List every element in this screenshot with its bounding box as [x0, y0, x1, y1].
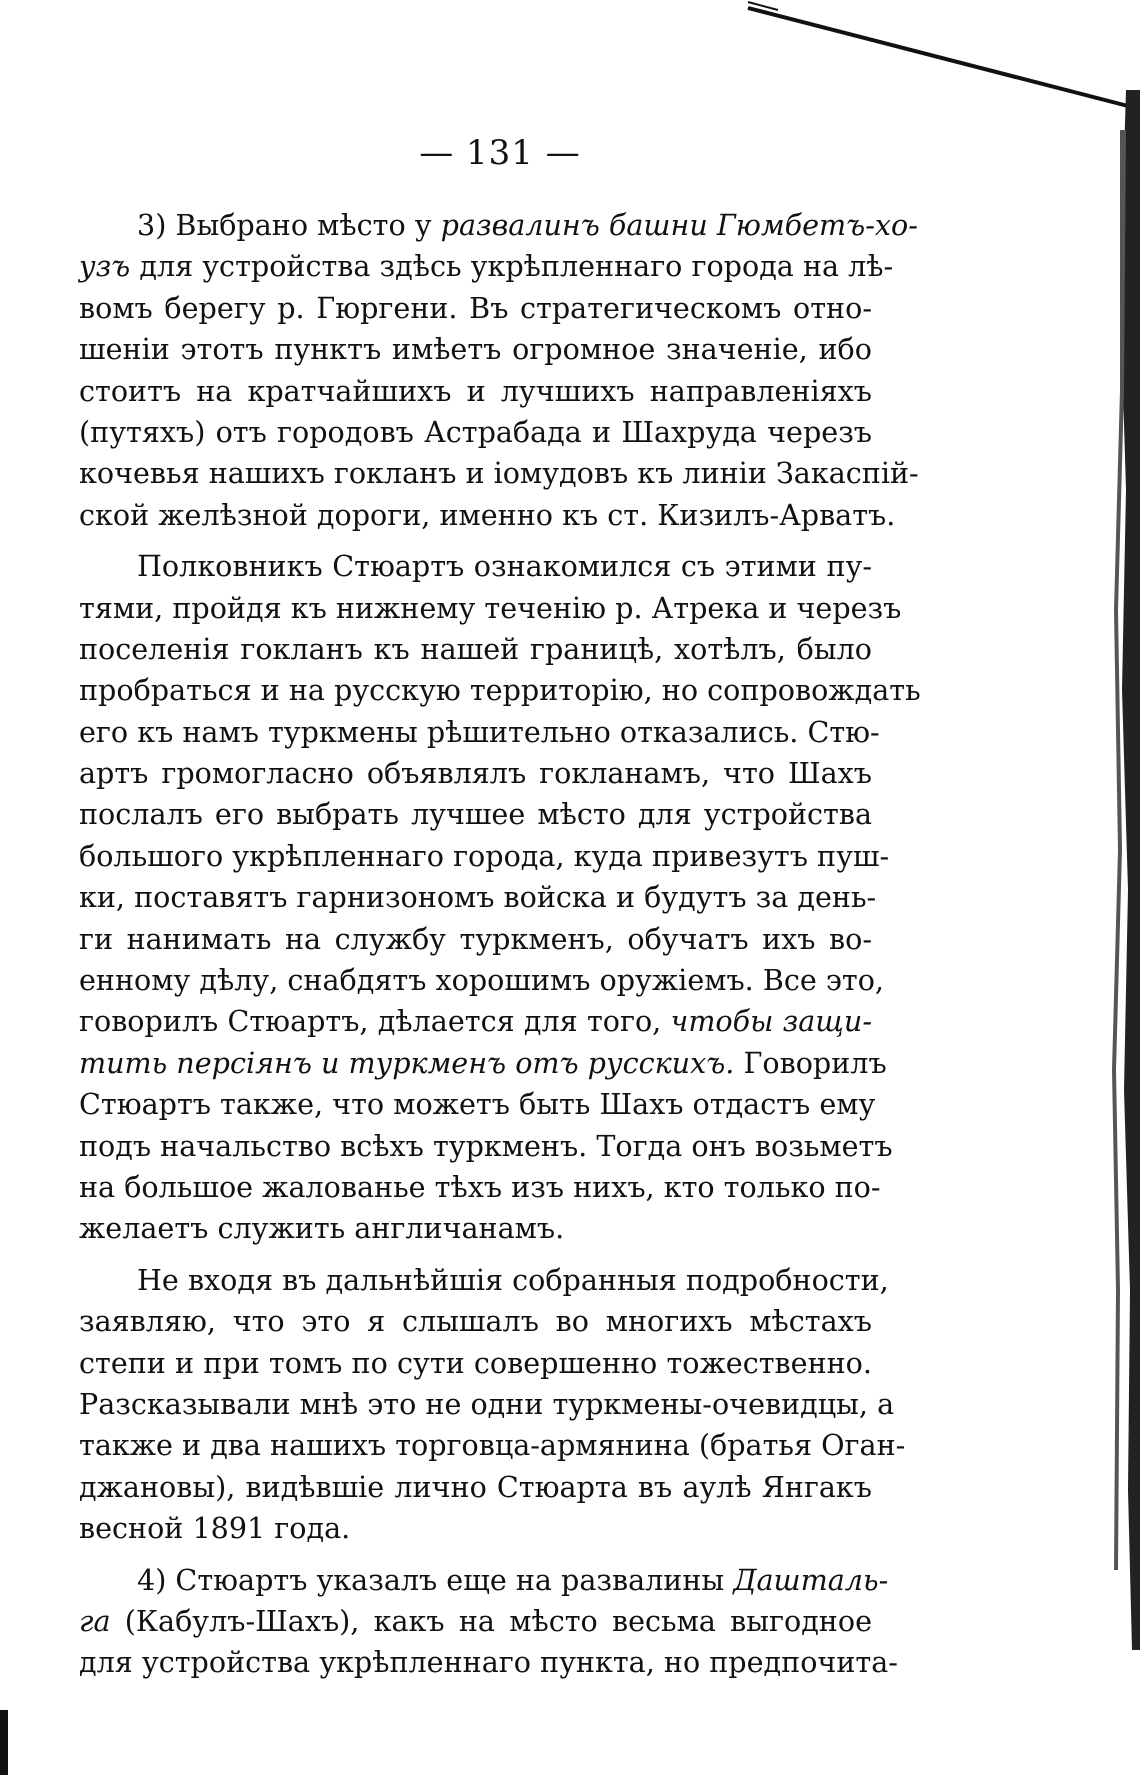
text-run: Полковникъ Стюартъ ознакомился съ этими пу- — [137, 549, 872, 584]
paragraph — [79, 546, 921, 1250]
text-line — [79, 371, 872, 412]
text-run: говорилъ Стюартъ, дѣлается для того, — [79, 1004, 671, 1039]
text-run: Говорилъ — [734, 1045, 887, 1080]
text-line — [79, 1001, 872, 1042]
text-line — [79, 1260, 889, 1301]
text-line — [79, 1301, 872, 1342]
text-run: 4) Стюартъ указалъ еще на развалины — [137, 1562, 734, 1597]
italic-text: Дашталь- — [733, 1562, 889, 1597]
text-run: тями, пройдя къ нижнему теченію р. Атрека и черезъ — [79, 590, 902, 625]
text-run: кочевья нашихъ гокланъ и іомудовъ къ линіи Закаспій- — [79, 456, 919, 491]
text-run: Разсказывали мнѣ это не одни туркмены-очевидцы, а — [79, 1386, 895, 1421]
text-line — [79, 836, 890, 877]
page-number: — 131 — — [419, 133, 581, 173]
text-line — [79, 1642, 898, 1683]
text-line — [79, 453, 919, 494]
text-line — [79, 288, 872, 329]
text-run: артъ громогласно объявлялъ гокланамъ, что Шахъ — [79, 756, 872, 791]
text-run: вомъ берегу р. Гюргени. Въ стратегическомъ отно- — [79, 290, 872, 325]
text-line — [79, 1601, 872, 1642]
text-line — [79, 205, 918, 246]
text-line — [79, 1084, 876, 1125]
text-run: шеніи этотъ пунктъ имѣетъ огромное значеніе, ибо — [79, 332, 872, 367]
text-line — [79, 1467, 872, 1508]
text-run: ги нанимать на службу туркменъ, обучатъ ихъ во- — [79, 921, 872, 956]
text-line — [79, 412, 872, 453]
text-line — [79, 629, 872, 670]
text-run: енному дѣлу, снабдятъ хорошимъ оружіемъ. Все это, — [79, 963, 885, 998]
text-run: стоитъ на кратчайшихъ и лучшихъ направленіяхъ — [79, 373, 872, 408]
text-run: Не входя въ дальнѣйшія собранныя подробности, — [137, 1262, 889, 1297]
text-run: также и два нашихъ торговца-армянина (братья Оган- — [79, 1428, 906, 1463]
paragraph — [79, 1260, 906, 1550]
text-run: заявляю, что это я слышалъ во многихъ мѣстахъ — [79, 1304, 872, 1339]
scan-edge-mark — [0, 1710, 8, 1775]
text-line — [79, 1425, 906, 1466]
text-line — [79, 246, 894, 287]
text-line — [79, 1167, 881, 1208]
text-line — [79, 588, 902, 629]
text-line — [79, 1343, 872, 1384]
text-run: (путяхъ) отъ городовъ Астрабада и Шахруда черезъ — [79, 414, 872, 449]
italic-text: га — [79, 1603, 111, 1638]
text-line — [79, 794, 872, 835]
italic-text: развалинъ башни Гюмбетъ-хо- — [440, 208, 918, 242]
text-line — [79, 1384, 895, 1425]
text-line — [79, 495, 896, 536]
text-run: его къ намъ туркмены рѣшительно отказались. Стю- — [79, 714, 880, 749]
text-run: подъ начальство всѣхъ туркменъ. Тогда онъ возьметъ — [79, 1128, 893, 1163]
text-line — [79, 712, 880, 753]
text-line — [79, 753, 872, 794]
text-run: для устройства здѣсь укрѣпленнаго города на лѣ- — [130, 249, 894, 284]
text-run: желаетъ служить англичанамъ. — [79, 1211, 565, 1246]
text-line — [79, 546, 872, 587]
text-run: большого укрѣпленнаго города, куда привезутъ пуш- — [79, 838, 890, 873]
paragraph — [79, 1560, 898, 1684]
text-run: для устройства укрѣпленнаго пункта, но предпочита- — [79, 1645, 898, 1680]
text-line — [79, 877, 877, 918]
text-run: на большое жалованье тѣхъ изъ нихъ, кто только по- — [79, 1169, 881, 1204]
text-run: Стюартъ также, что можетъ быть Шахъ отдастъ ему — [79, 1087, 876, 1122]
text-run: джановы), видѣвшіе лично Стюарта въ аулѣ Янгакъ — [79, 1469, 872, 1504]
italic-text: чтобы защи- — [670, 1004, 872, 1039]
text-line — [79, 1126, 893, 1167]
text-run: степи и при томъ по сути совершенно тожественно. — [79, 1345, 872, 1380]
text-line — [79, 670, 921, 711]
text-line — [79, 1208, 872, 1249]
scan-page-edge — [1106, 90, 1140, 1650]
scan-edge-line — [748, 0, 1128, 110]
paragraph — [79, 205, 919, 536]
text-line — [79, 919, 872, 960]
text-run: поселенія гокланъ къ нашей границѣ, хотѣлъ, было — [79, 631, 872, 666]
text-line — [79, 329, 872, 370]
text-run: 3) Выбрано мѣсто у — [137, 208, 441, 242]
text-run: послалъ его выбрать лучшее мѣсто для устройства — [79, 797, 872, 832]
text-run: пробраться и на русскую территорію, но сопровождать — [79, 673, 921, 708]
italic-text: узъ — [79, 249, 131, 284]
body-text — [79, 205, 921, 1694]
italic-text: тить персіянъ и туркменъ отъ русскихъ. — [79, 1045, 735, 1080]
text-run: ской желѣзной дороги, именно къ ст. Кизилъ-Арватъ. — [79, 497, 896, 532]
text-line — [79, 1508, 872, 1549]
text-line — [79, 960, 885, 1001]
text-run: (Кабулъ-Шахъ), какъ на мѣсто весьма выгодное — [110, 1603, 872, 1638]
text-line — [79, 1560, 889, 1601]
text-run: весной 1891 года. — [79, 1511, 351, 1546]
text-run: ки, поставятъ гарнизономъ войска и будутъ за день- — [79, 880, 877, 915]
text-line — [79, 1043, 887, 1084]
